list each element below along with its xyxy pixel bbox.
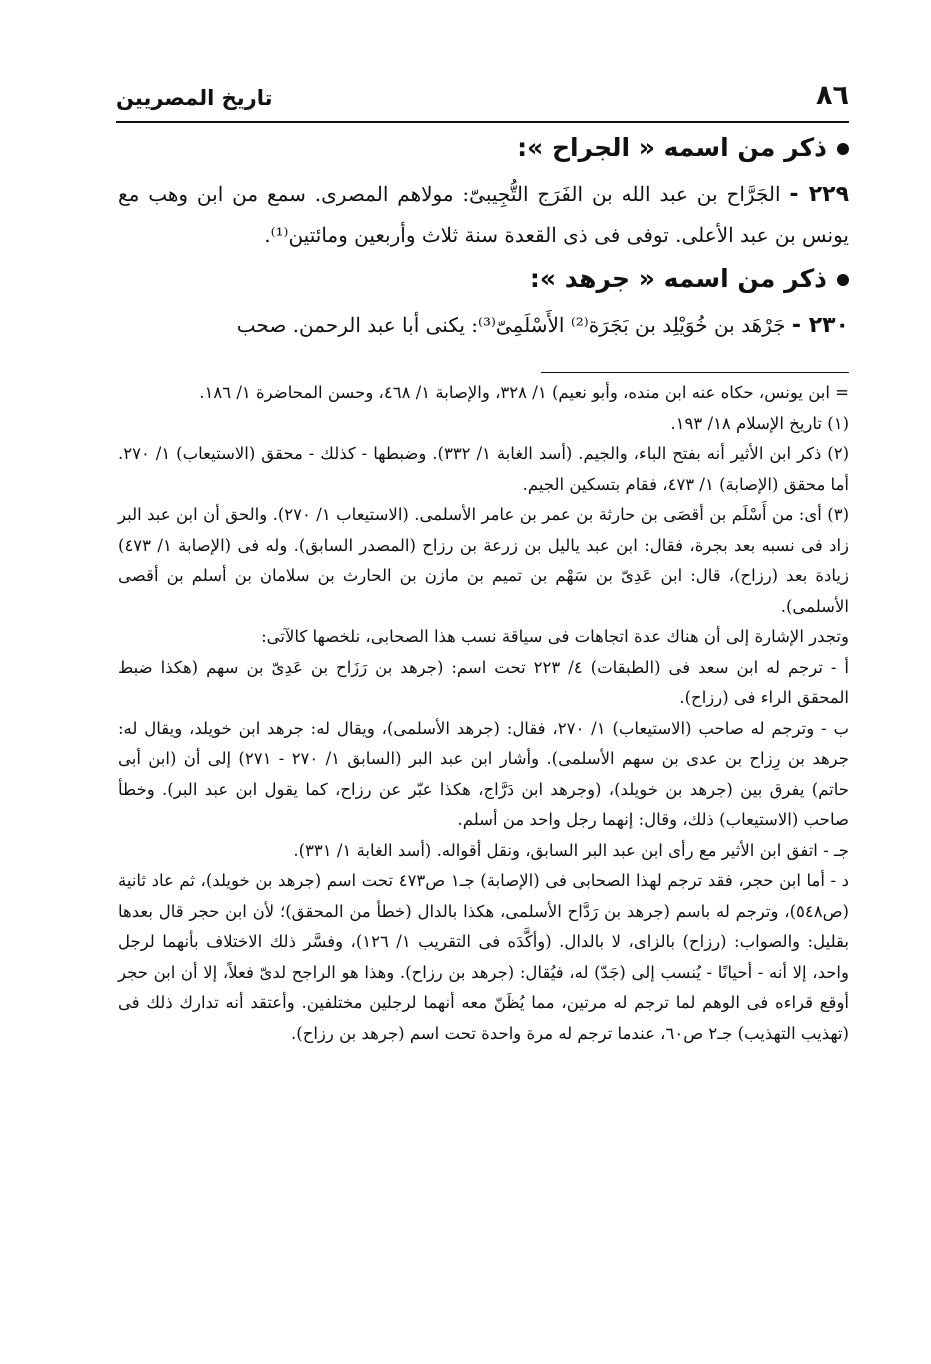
section-heading-jarrah: ذكر من اسمه « الجراح »: (118, 126, 849, 170)
footnotes (118, 378, 849, 1049)
main-text (118, 126, 849, 348)
entry-text: الجَرَّاح بن عبد الله بن الفَرَج التُّجِيبىّ: مولاهم المصرى. سمع من ابن وهب مع يونس بن عبد الأعلى. توفى فى ذى القعدة سنة ثلاث وأربعين ومائتين⁽¹⁾. (118, 182, 849, 247)
bullet-icon (837, 143, 849, 155)
entry-text: جَرْهَد بن خُوَيْلِد بن بَجَرَة⁽²⁾ الأَسْلَمِىّ⁽³⁾: يكنى أبا عبد الرحمن. صحب (236, 313, 786, 337)
footnote-point-a: أ - ترجم له ابن سعد فى (الطبقات) ٤/ ٢٢٣ تحت اسم: (جرهد بن رَزَاح بن عَدِىّ بن سهم (هكذا ضبط المحقق الراء فى (رزاح). (118, 657, 849, 707)
footnote-2: (٢) ذكر ابن الأثير أنه بفتح الباء، والجيم. (أسد الغابة ١/ ٣٣٢). وضبطها - كذلك - محقق (الاستيعاب) ١/ ٢٧٠. أما محقق (الإصابة) ١/ ٤٧٣، فقام بتسكين الجيم. (118, 444, 850, 494)
page-number: ٨٦ (816, 80, 849, 111)
header-rule (116, 121, 849, 123)
footnote-point-d: د - أما ابن حجر، فقد ترجم لهذا الصحابى فى (الإصابة) جـ١ ص٤٧٣ تحت اسم (جرهد بن خويلد)، ثم عاد ثانية (ص٥٤٨)، وترجم له باسم (جرهد بن رَدَّاح الأسلمى، هكذا بالدال (خطأ من المحقق)؛ لأن ابن حجر قال بعدها بقليل: والصواب: (رزاح) بالزاى، لا بالدال. (وأكَّدَه فى التقريب ١/ ١٢٦)، وفسَّر ذلك الاختلاف بأنهما لرجل واحد، إلا أنه - أحيانًا - يُنسب إلى (جَدّ) له، فيُقال: (جرهد بن رزاح). وهذا هو الراجح لدىّ فعلاً، إلا أن ابن حجر أوقع قراءه فى الوهم لما ترجم له مرتين، مما يُظَنّ معه أنهما لرجلين مختلفين. وأعتقد أنه تدارك ذلك فى (تهذيب التهذيب) جـ٢ ص٦٠، عندما ترجم له مرة واحدة تحت اسم (جرهد بن رزاح). (118, 871, 849, 1043)
footnote-point-c: جـ - اتفق ابن الأثير مع رأى ابن عبد البر السابق، ونقل أقواله. (أسد الغابة ١/ ٣٣١). (293, 840, 849, 860)
entry-229 (118, 174, 849, 255)
footnote-point-b: ب - وترجم له صاحب (الاستيعاب) ١/ ٢٧٠، فقال: (جرهد الأسلمى)، ويقال له: جرهد ابن خويلد، ويقال له: جرهد بن رِزاح بن عدى بن سهم الأسلمى). وأشار ابن عبد البر (السابق ١/ ٢٧٠ - ٢٧١) إلى أن (ابن أبى حاتم) يفرق بين (جرهد بن خويلد)، (وجرهد ابن دَرَّاج، هكذا عبّر عن رزاح، كما يقول ابن عبد البر). وخطأ صاحب (الاستيعاب) ذلك، وقال: إنهما رجل واحد من أسلم. (118, 718, 849, 829)
page-header (116, 80, 849, 122)
running-title: تاريخ المصريين (116, 86, 273, 110)
footnote-3: (٣) أى: من أَسْلَم بن أقصَى بن حارثة بن عمر بن عامر الأسلمى. (الاستيعاب ١/ ٢٧٠). والحق أن ابن عبد البر زاد فى نسبه بعد بجرة، فقال: ابن عبد ياليل بن زرعة بن رزاح (المصدر السابق). وله فى (الإصابة ١/ ٤٧٣) زيادة بعد (رزاح)، قال: ابن عَدِىّ بن سَهْم بن تميم بن مازن بن الحارث بن سلامان بن أسلم بن أقصى الأسلمى). (118, 505, 850, 616)
section-heading-jarhad: ذكر من اسمه « جرهد »: (118, 257, 849, 301)
footnote-1: (١) تاريخ الإسلام ١٨/ ١٩٣. (670, 413, 849, 433)
entry-230 (118, 305, 849, 346)
footnote-continuation: = ابن يونس، حكاه عنه ابن منده، وأبو نعيم) ١/ ٣٢٨، والإصابة ١/ ٤٦٨، وحسن المحاضرة ١/ ١٨٦. (199, 383, 849, 402)
bullet-icon (837, 274, 849, 286)
entry-number: ٢٣٠ - (791, 313, 849, 338)
footnote-intro: وتجدر الإشارة إلى أن هناك عدة اتجاهات فى سياقة نسب هذا الصحابى، نلخصها كالآتى: (261, 627, 849, 646)
entry-number: ٢٢٩ - (789, 182, 850, 207)
footnote-rule (541, 372, 849, 373)
